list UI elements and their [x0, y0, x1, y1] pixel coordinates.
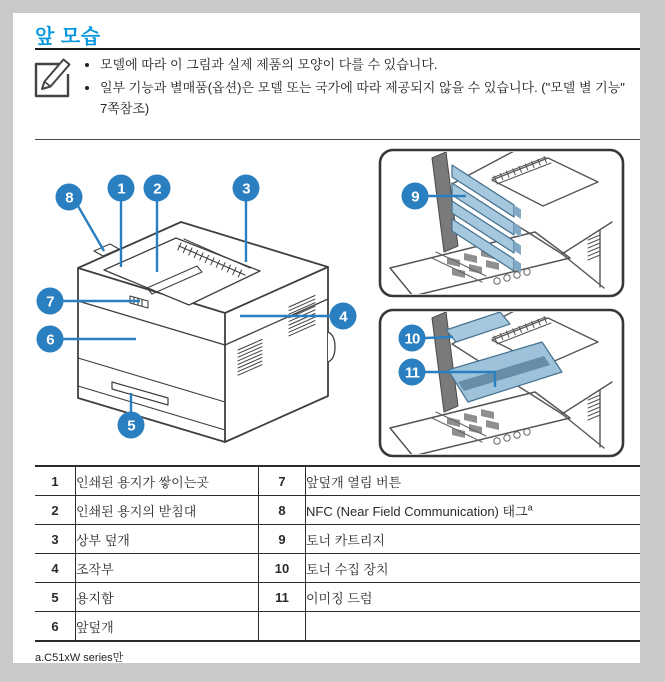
callout-10 [399, 325, 426, 352]
table-row [35, 466, 640, 496]
part-number: 5 [35, 583, 76, 612]
part-number: 6 [35, 612, 76, 642]
footnote-marker: a [527, 502, 533, 513]
part-number: 11 [259, 583, 306, 612]
page-title: 앞 모습 [35, 26, 101, 48]
part-number [259, 612, 306, 642]
callout-4 [330, 303, 357, 330]
note-divider [35, 139, 640, 140]
part-label [306, 554, 641, 583]
svg-text:10: 10 [404, 330, 420, 348]
svg-text:8: 8 [65, 189, 73, 207]
part-label-text: 토너 카트리지 [306, 532, 385, 548]
svg-text:7: 7 [46, 293, 54, 311]
svg-text:2: 2 [153, 180, 161, 198]
table-footnote: a.C51xW series만 [35, 652, 124, 664]
part-number: 4 [35, 554, 76, 583]
part-label [306, 612, 641, 642]
part-number: 10 [259, 554, 306, 583]
part-label [306, 466, 641, 496]
part-number: 1 [35, 466, 76, 496]
callout-8 [56, 184, 83, 211]
svg-text:9: 9 [411, 188, 419, 206]
svg-text:5: 5 [127, 417, 135, 435]
table-row [35, 554, 640, 583]
printer-front-illustration [78, 222, 335, 442]
callout-7 [37, 288, 64, 315]
part-label: 인쇄된 용지가 쌓이는곳 [76, 466, 259, 496]
part-label: 조작부 [76, 554, 259, 583]
part-label: 용지함 [76, 583, 259, 612]
part-number: 9 [259, 525, 306, 554]
svg-text:6: 6 [46, 331, 54, 349]
memo-pencil-icon [32, 56, 76, 102]
callout-3 [233, 175, 260, 202]
callout-1 [108, 175, 135, 202]
part-number: 2 [35, 496, 76, 525]
printer-front-diagrams [13, 148, 640, 463]
callout-5 [118, 412, 145, 439]
table-row [35, 583, 640, 612]
svg-text:3: 3 [242, 180, 250, 198]
part-label: 인쇄된 용지의 받침대 [76, 496, 259, 525]
part-label: 앞덮개 [76, 612, 259, 642]
part-label [306, 583, 641, 612]
svg-text:11: 11 [404, 364, 420, 382]
part-label-text: 이미징 드럼 [306, 590, 373, 606]
part-label [306, 525, 641, 554]
callout-9 [402, 183, 429, 210]
part-number: 3 [35, 525, 76, 554]
table-row [35, 612, 640, 642]
callout-11 [399, 359, 426, 386]
part-label-text: 앞덮개 열림 버튼 [306, 474, 402, 490]
callout-2 [144, 175, 171, 202]
note-item: • 일부 기능과 별매품(옵션)은 모델 또는 국가에 따라 제공되지 않을 수 있습니다. ("모델 별 기능" 7쪽참조) [100, 77, 633, 119]
table-row [35, 496, 640, 525]
table-row [35, 525, 640, 554]
part-label: 상부 덮개 [76, 525, 259, 554]
note-item: • 모델에 따라 이 그림과 실제 제품의 모양이 다를 수 있습니다. [100, 54, 633, 75]
manual-page [13, 13, 640, 663]
part-number: 7 [259, 466, 306, 496]
part-label [306, 496, 641, 525]
svg-text:4: 4 [339, 308, 347, 326]
callout-6 [37, 326, 64, 353]
part-label-text: 토너 수집 장치 [306, 561, 389, 577]
svg-text:1: 1 [117, 180, 125, 198]
part-number: 8 [259, 496, 306, 525]
part-label-text: NFC (Near Field Communication) 태그 [306, 503, 528, 519]
note-block [85, 54, 633, 121]
parts-table [35, 465, 640, 642]
title-divider [35, 48, 640, 50]
